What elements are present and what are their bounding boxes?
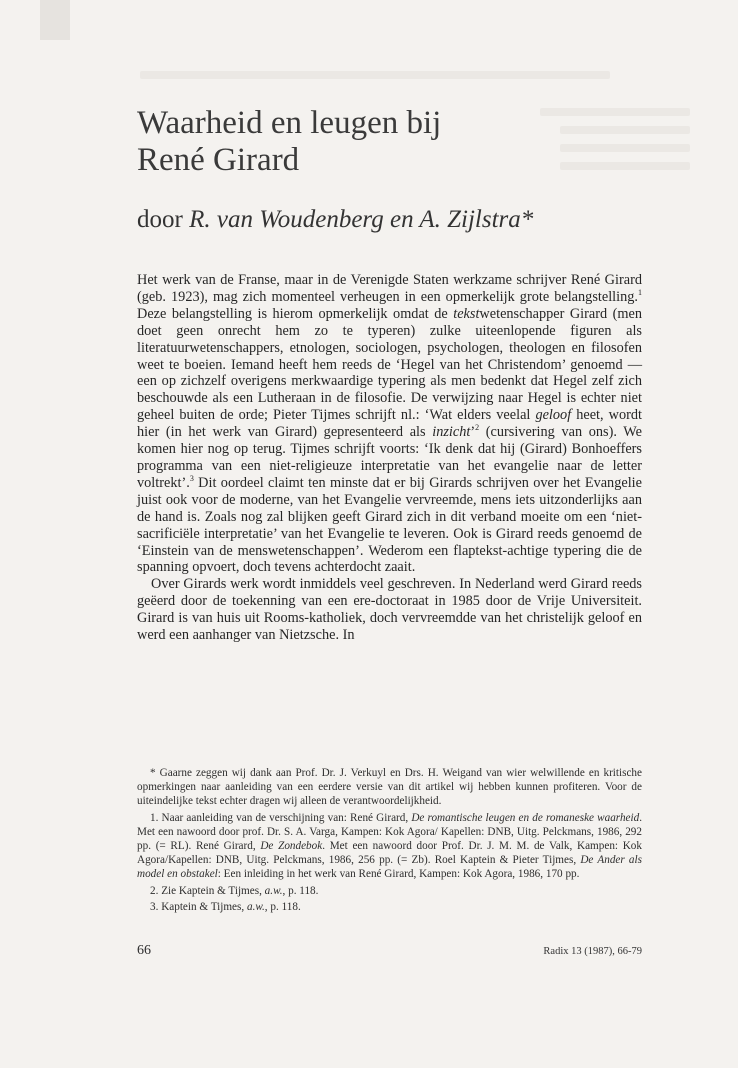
text-span: Dit oordeel claimt ten minste dat er bij Girards schrijven over het Evangelie juist ook voor de moderne, van het Evangelie vervreemde, mens iets uitzonderlijks aan de hand is. Zoals nog zal blijken geeft Girard zich in dit verband moeite om een ‘niet-sacrificiële interpretatie’ van het Evangelie te leveren. Ook is Girard reeds genoemd de ‘Einstein van de menswetenschappen’. Wederom een flaptekst-achtige typering die de spanning opvoert, doch tevens achterdocht zaait.	[137, 474, 642, 576]
running-footer: Radix 13 (1987), 66-79	[543, 946, 642, 957]
body-paragraph-2: Over Girards werk wordt inmiddels veel geschreven. In Nederland werd Girard reeds geëerd door de toekenning van een ere-doctoraat in 1985 door de Vrije Universiteit. Girard is van huis uit Rooms-katholiek, doch vervreemdde van het christelijk geloof en werd een aanhanger van Nietzsche. In	[137, 576, 642, 644]
footnote-ref: 2	[475, 423, 480, 433]
scan-corner-shadow	[40, 0, 70, 40]
article-body	[137, 272, 642, 644]
byline	[137, 205, 533, 235]
text-span: 3. Kaptein & Tijmes,	[150, 900, 247, 913]
article-title	[137, 105, 441, 179]
text-span: , p. 118.	[282, 884, 319, 897]
footnote-1	[137, 811, 642, 882]
text-span: wetenschapper Girard (men doet geen onrecht hem zo te typeren) zulke uiteenlopende figuren als literatuurwetenschappers, etnologen, sociologen, psychologen, theologen en filosofen weet te boeien. Iemand heeft hem reeds de ‘Hegel van het Christendom’ genoemd — een op zichzelf overigens merkwaardige typering als men bedenkt dat Hegel zelf zich beschouwde als een Lutheraan in de filosofie. De verwijzing naar Hegel is echter niet geheel buiten de orde; Pieter Tijmes schrijft nl.: ‘Wat elders veelal	[137, 305, 642, 424]
text-span: heet, wordt hier (in het werk van Girard) gepresenteerd als	[137, 407, 642, 441]
footnote-star: * Gaarne zeggen wij dank aan Prof. Dr. J. Verkuyl en Drs. H. Weigand van wier welwillende en kritische opmerkingen naar aanleiding van een eerdere versie van dit artikel wij hebben kunnen profiteren. Voor de uiteindelijke tekst echter dragen wij alleen de verantwoordelijkheid.	[137, 767, 642, 808]
text-span: Deze belangstelling is hierom opmerkelijk omdat de	[137, 305, 454, 322]
footnote-ref: 1	[638, 288, 642, 298]
bleed-through-line	[560, 144, 690, 152]
footnotes	[137, 766, 642, 916]
article-title-line-2: René Girard	[137, 142, 300, 178]
bleed-through-line	[560, 162, 690, 170]
italic-span: geloof	[535, 407, 572, 424]
page-number: 66	[137, 943, 151, 958]
italic-span: a.w.	[264, 884, 283, 897]
bleed-through-line	[560, 126, 690, 134]
article-title-line-1: Waarheid en leugen bij	[137, 105, 442, 141]
italic-span: De Ander als model en obstakel	[137, 854, 642, 881]
text-span: . Met een nawoord door prof. Dr. S. A. Varga, Kampen: Kok Agora/ Kapellen: DNB, Uitg. Pelckmans, 1986, 292 pp. (= RL). René Girard,	[137, 811, 643, 853]
text-span: Het werk van de Franse, maar in de Verenigde Staten werkzame schrijver René Girard (geb. 1923), mag zich momenteel verheugen in een opmerkelijk grote belangstelling.	[137, 272, 642, 305]
text-span: : Een inleiding in het werk van René Girard, Kampen: Kok Agora, 1986, 170 pp.	[217, 868, 580, 881]
byline-authors: R. van Woudenberg en A. Zijlstra*	[189, 206, 534, 233]
body-paragraph-1	[137, 272, 642, 576]
italic-span: De Zondebok	[260, 840, 323, 853]
text-span: 1. Naar aanleiding van de verschijning van: René Girard,	[150, 811, 412, 824]
byline-prefix: door	[137, 206, 190, 233]
italic-span: a.w.	[246, 900, 265, 913]
text-span: ’	[470, 424, 476, 441]
bleed-through-line	[140, 71, 610, 79]
bleed-through-line	[540, 108, 690, 116]
text-span: 2. Zie Kaptein & Tijmes,	[150, 884, 265, 897]
footnote-3	[137, 900, 642, 914]
italic-span: tekst	[453, 305, 480, 322]
italic-span: inzicht	[432, 424, 471, 441]
text-span: (cursivering van ons). We komen hier nog op terug. Tijmes schrijft voorts: ‘Ik denk dat hij (Girard) Bonhoeffers programma van een niet-religieuze interpretatie van het evangelie naar de letter voltrekt’.	[137, 424, 642, 491]
text-span: . Met een nawoord door Prof. Dr. J. M. M. de Valk, Kampen: Kok Agora/Kapellen: DNB, Uitg. Pelckmans, 1986, 256 pp. (= Zb). Roel Kaptein & Pieter Tijmes,	[137, 840, 642, 867]
footnote-2	[137, 884, 642, 898]
italic-span: De romantische leugen en de romaneske waarheid	[411, 811, 640, 824]
footnote-ref: 3	[189, 474, 194, 484]
text-span: , p. 118.	[264, 900, 301, 913]
